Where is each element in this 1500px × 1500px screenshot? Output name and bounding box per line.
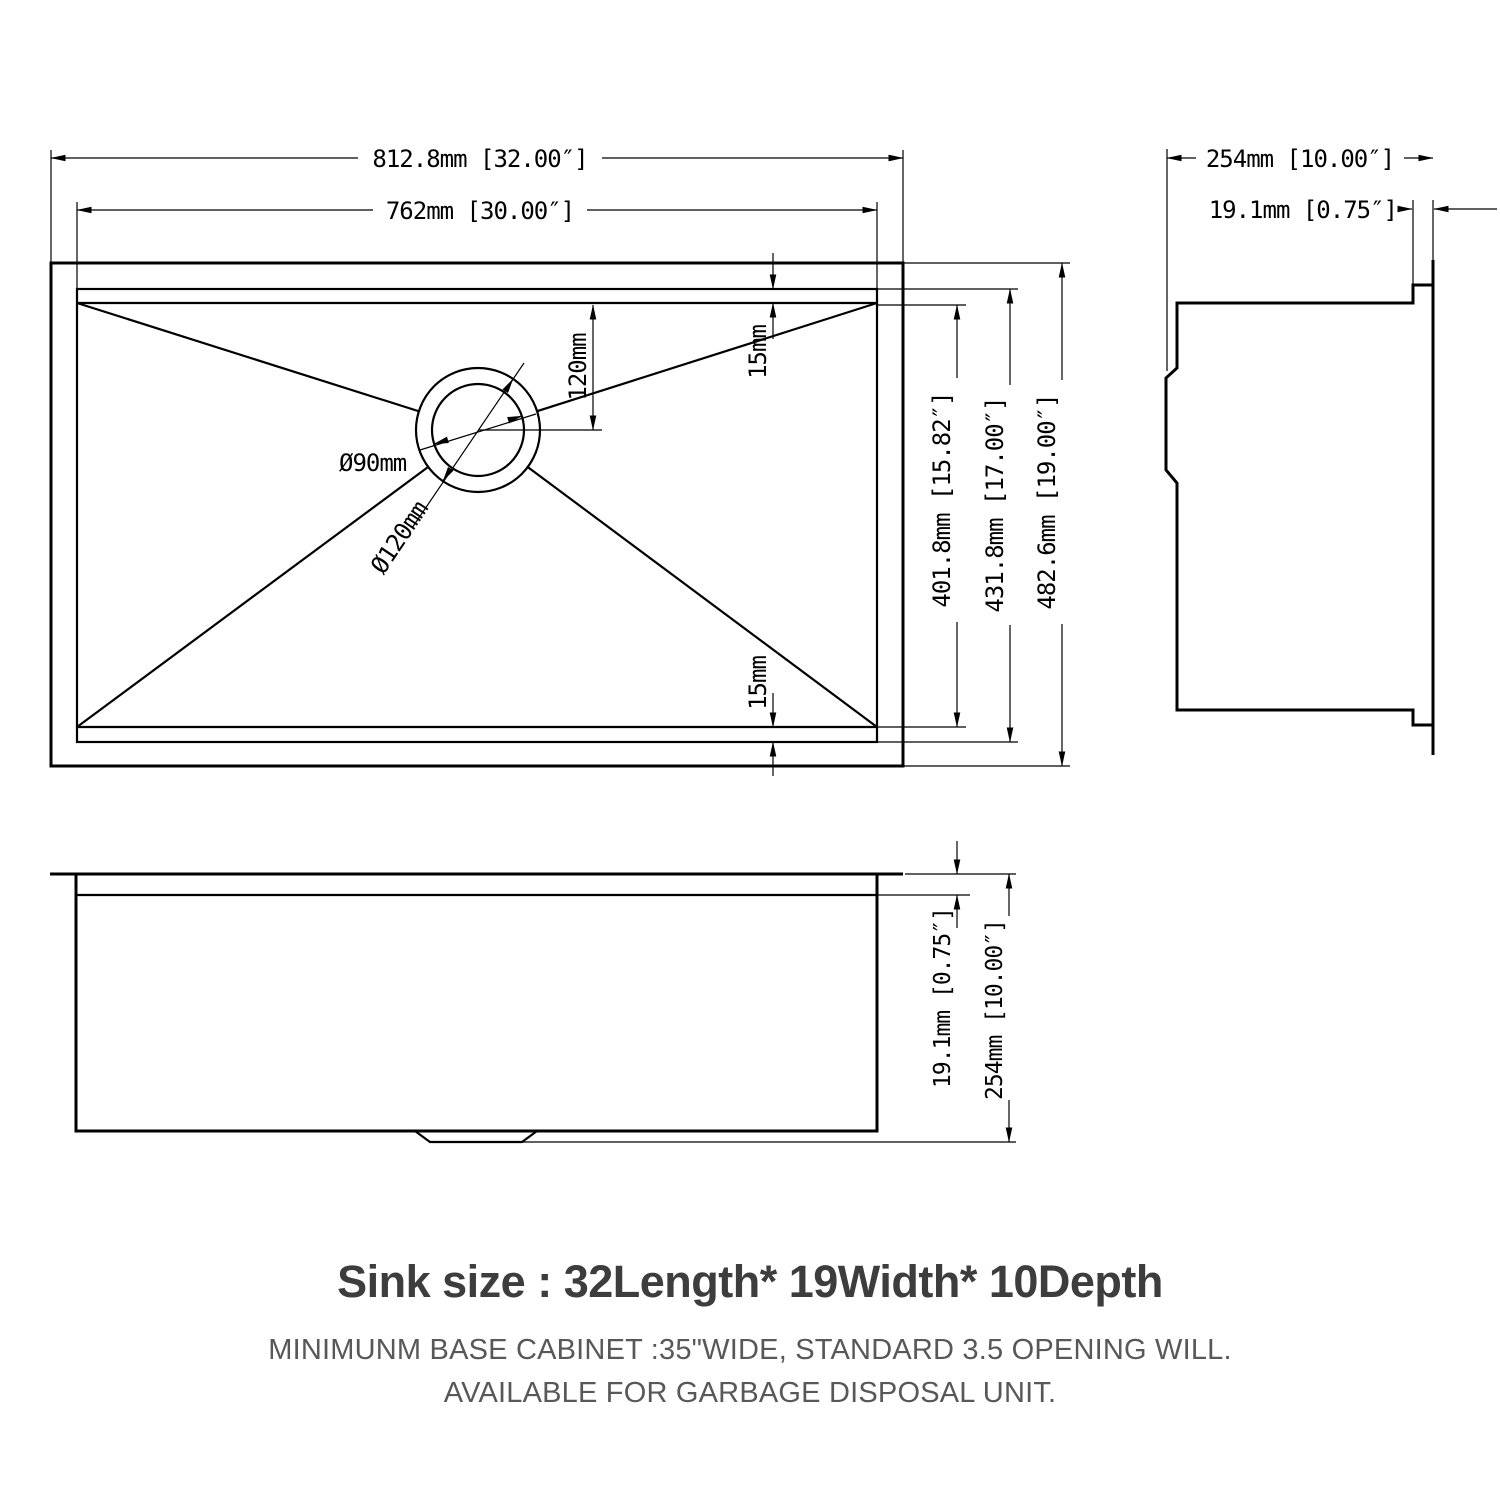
- bowl-slope-line-bl: [77, 430, 478, 727]
- top-view-outer-rim-outline: [51, 263, 903, 766]
- label-rim-width: 431.8mm [17.00″]: [981, 397, 1009, 613]
- bowl-slope-line-br: [478, 430, 877, 727]
- sink-size-title: Sink size : 32Length* 19Width* 10Depth: [337, 1256, 1163, 1307]
- front-view: [50, 841, 1016, 1142]
- label-drain-offset: 120mm: [564, 333, 592, 401]
- front-view-body-outline: [76, 874, 877, 1131]
- label-rim-15-top: 15mm: [744, 325, 772, 379]
- cabinet-note-line2: AVAILABLE FOR GARBAGE DISPOSAL UNIT.: [443, 1377, 1057, 1409]
- label-front-flange: 19.1mm [0.75″]: [930, 908, 956, 1088]
- label-bowl-length: 762mm [30.00″]: [385, 197, 575, 225]
- label-overall-length: 812.8mm [32.00″]: [372, 145, 588, 173]
- label-side-depth: 254mm [10.00″]: [1205, 145, 1395, 173]
- label-drain-outer: Ø120mm: [365, 496, 434, 579]
- label-front-depth: 254mm [10.00″]: [982, 920, 1008, 1100]
- label-drain-inner: Ø90mm: [339, 449, 407, 477]
- side-view-body-outline: [1166, 285, 1433, 725]
- label-overall-width: 482.6mm [19.00″]: [1033, 394, 1061, 610]
- label-side-flange: 19.1mm [0.75″]: [1208, 196, 1397, 224]
- label-rim-15-bottom: 15mm: [744, 656, 772, 710]
- label-bowl-width: 401.8mm [15.82″]: [928, 392, 956, 608]
- top-view: [51, 145, 1070, 776]
- front-view-drain-boss: [415, 1131, 537, 1142]
- side-view: [1166, 145, 1497, 755]
- cabinet-note-line1: MINIMUNM BASE CABINET :35"WIDE, STANDARD 3.5 OPENING WILL.: [268, 1334, 1232, 1366]
